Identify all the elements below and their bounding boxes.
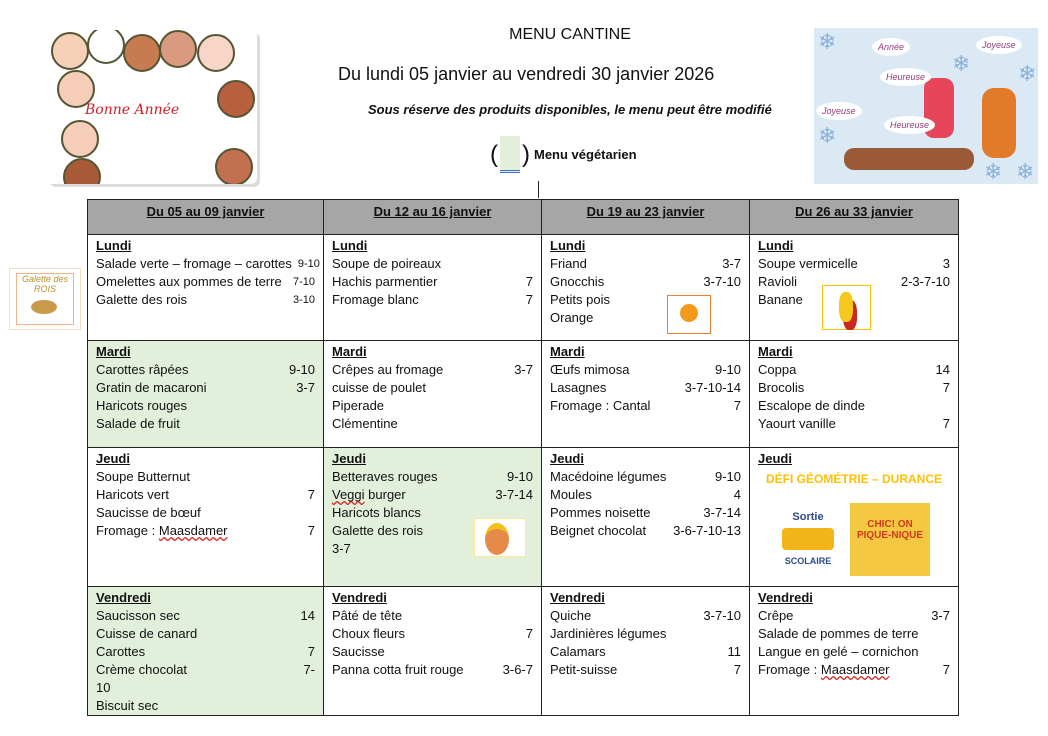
day-label: Vendredi [332,590,387,605]
menu-item [332,255,533,273]
new-year-animals-image [814,28,1038,184]
allergen-codes [309,697,315,715]
menu-cell [750,235,959,341]
menu-item [550,643,741,661]
menu-item [758,415,950,433]
dish-name: Carottes râpées [96,362,189,377]
menu-item [332,643,533,661]
bus-text-bottom: SCOLAIRE [784,556,832,566]
dish-name: Escalope de dinde [758,398,865,413]
week-header-row [88,200,959,235]
allergen-codes: 14 [300,608,315,623]
day-label: Jeudi [96,451,130,466]
bonne-annee-image [47,30,257,184]
menu-item [332,625,533,643]
menu-item [96,661,315,679]
menu-item [332,607,533,625]
dish-name: 3-7 [332,541,351,556]
allergen-codes [944,397,950,415]
menu-item [332,291,533,309]
allergen-codes: 7 [733,398,741,413]
dish-name: Fromage : Maasdamer [96,523,228,538]
menu-item [332,273,533,291]
day-label: Lundi [96,238,132,253]
allergen-codes [527,643,533,661]
dish-name: Jardinières légumes [550,626,667,641]
allergen-codes: 7-10 [292,276,315,288]
allergen-codes [527,607,533,625]
allergen-codes: 7- [303,662,315,677]
day-label: Vendredi [758,590,813,605]
dish-name: Salade de pommes de terre [758,626,919,641]
menu-item [96,607,315,625]
dish-name: Haricots blancs [332,505,421,520]
week-header: Du 05 au 09 janvier [88,200,324,235]
menu-cell [542,587,750,716]
dish-name: Pâté de tête [332,608,403,623]
menu-cell [88,587,324,716]
galette-logo-text: Galette des ROIS [21,274,69,294]
menu-item [96,415,315,433]
menu-cell [324,448,542,587]
menu-item [96,679,315,697]
day-label: Jeudi [550,451,584,466]
allergen-codes [527,255,533,273]
bubble-word: Année [872,38,910,56]
menu-item [550,255,741,273]
dish-name: Carottes [96,644,146,659]
allergen-codes [527,522,533,540]
allergen-codes [309,397,315,415]
dish-name: Lasagnes [550,380,607,395]
snowflake-icon: ❄ [818,29,837,54]
day-label: Lundi [332,238,368,253]
legend-paren-open: ( [490,140,498,168]
menu-item [550,661,741,679]
dish-name: Galette des rois [332,523,424,538]
dish-name: Yaourt vanille [758,416,836,431]
allergen-codes [309,679,315,697]
dish-name: Soupe Butternut [96,469,190,484]
allergen-codes [735,625,741,643]
menu-item [332,415,533,433]
menu-item [96,291,315,309]
dish-name: Crêpe [758,608,794,623]
dish-name: Cuisse de canard [96,626,198,641]
dish-name: Crêpes au fromage [332,362,444,377]
snowflake-icon: ❄ [952,51,971,76]
menu-cell [542,235,750,341]
week-header: Du 19 au 23 janvier [542,200,750,235]
allergen-codes: 7 [525,626,533,641]
dish-name: Gratin de macaroni [96,380,207,395]
allergen-codes: 3-7 [722,256,741,271]
menu-item [550,607,741,625]
menu-table [87,199,959,716]
allergen-codes: 14 [935,362,950,377]
allergen-codes: 3-6-7-10-13 [673,523,741,538]
menu-item [96,361,315,379]
dish-name: Petits pois [550,292,610,307]
dish-name: Saucisse de bœuf [96,505,201,520]
menu-item [96,397,315,415]
allergen-codes: 7 [942,380,950,395]
allergen-codes: 7 [942,416,950,431]
dish-name: Gnocchis [550,274,605,289]
menu-item [550,504,741,522]
menu-item [758,379,950,397]
dish-name: Brocolis [758,380,805,395]
allergen-codes: 3-6-7 [502,662,533,677]
snowflake-icon: ❄ [818,123,837,148]
menu-cell [88,235,324,341]
menu-item [96,522,315,540]
snowflake-icon: ❄ [984,159,1003,184]
allergen-codes [944,291,950,309]
allergen-codes: 7 [733,662,741,677]
menu-item [758,361,950,379]
menu-cell [542,341,750,448]
menu-item [758,661,950,679]
menu-item [96,625,315,643]
sortie-scolaire-image [780,508,836,570]
allergen-codes [527,540,533,558]
dish-name: Panna cotta fruit rouge [332,662,464,677]
menu-item [550,273,741,291]
dish-name-misspelled: Maasdamer [820,662,890,677]
menu-cell [324,587,542,716]
allergen-codes [944,625,950,643]
allergen-codes: 3-7 [514,362,533,377]
menu-item [332,661,533,679]
day-row [88,235,959,341]
allergen-codes: 9-10 [288,362,315,377]
menu-cell [750,587,959,716]
dish-name: Quiche [550,608,592,623]
day-label: Jeudi [758,451,792,466]
allergen-codes: 4 [733,487,741,502]
menu-cell [750,341,959,448]
allergen-codes [527,504,533,522]
allergen-codes: 3-10 [292,294,315,306]
allergen-codes: 9-10 [714,469,741,484]
menu-item [758,643,950,661]
vegetarian-legend [490,136,637,173]
menu-item [332,468,533,486]
allergen-codes: 9-10 [714,362,741,377]
dish-name: Betteraves rouges [332,469,438,484]
dish-name: 10 [96,680,111,695]
menu-item [96,273,315,291]
pique-nique-image [850,503,930,576]
menu-item [96,468,315,486]
dish-name: Crème chocolat [96,662,188,677]
allergen-codes: 7 [307,523,315,538]
dish-name: Choux fleurs [332,626,405,641]
allergen-codes [735,309,741,327]
day-label: Mardi [332,344,367,359]
disclaimer: Sous réserve des produits disponibles, le menu peut être modifié [368,102,772,117]
week-header: Du 12 au 16 janvier [324,200,542,235]
bag-text: CHIC! ON PIQUE-NIQUE [856,519,924,541]
dish-name: Macédoine légumes [550,469,667,484]
dish-name-misspelled: Veggi [332,487,365,502]
dish-name: Clémentine [332,416,398,431]
allergen-codes: 3-7 [296,380,315,395]
dish-name: Friand [550,256,587,271]
allergen-codes: 2-3-7-10 [900,274,950,289]
allergen-codes: 9-10 [506,469,533,484]
menu-item [96,643,315,661]
dish-name: Saucisse [332,644,385,659]
allergen-codes [527,397,533,415]
menu-item [96,486,315,504]
dish-name: Fromage blanc [332,292,419,307]
banana-image [822,285,871,330]
menu-cell [750,448,959,587]
day-label: Jeudi [332,451,366,466]
day-row [88,448,959,587]
dish-name: Hachis parmentier [332,274,438,289]
allergen-codes [527,415,533,433]
legend-paren-close: ) [522,140,530,168]
dish-name: Fromage : Cantal [550,398,651,413]
dish-name: Soupe vermicelle [758,256,858,271]
dish-name: Saucisson sec [96,608,180,623]
bubble-word: Heureuse [880,68,931,86]
menu-cell [88,341,324,448]
menu-cell [324,341,542,448]
menu-item [96,504,315,522]
dish-name: Orange [550,310,594,325]
dish-name: Soupe de poireaux [332,256,442,271]
menu-item [550,625,741,643]
menu-item [758,255,950,273]
king-image [474,518,526,557]
dish-name: Moules [550,487,592,502]
vegetarian-label: Menu végétarien [534,147,637,162]
snowflake-icon: ❄ [1016,159,1035,184]
vegetarian-swatch [500,136,520,173]
menu-item [332,397,533,415]
menu-item [550,361,741,379]
dish-name: Veggi burger [332,487,406,502]
allergen-codes: 3-7-10 [703,608,741,623]
allergen-codes: 3 [942,256,950,271]
allergen-codes [309,625,315,643]
dish-name: Œufs mimosa [550,362,630,377]
dish-name: Beignet chocolat [550,523,647,538]
menu-item [550,468,741,486]
allergen-codes: 7 [942,662,950,677]
allergen-codes: 7 [525,292,533,307]
day-label: Vendredi [550,590,605,605]
dish-name: Haricots vert [96,487,169,502]
allergen-codes [309,415,315,433]
menu-cell [324,235,542,341]
dish-name: Piperade [332,398,385,413]
dish-name: Haricots rouges [96,398,188,413]
menu-item [96,255,320,273]
menu-item [332,486,533,504]
bubble-word: Joyeuse [976,36,1022,54]
day-label: Mardi [96,344,131,359]
dish-name: Omelettes aux pommes de terre [96,274,282,289]
allergen-codes: 11 [727,644,741,659]
allergen-codes [735,291,741,309]
dish-name: Calamars [550,644,606,659]
event-label: DÉFI GÉOMÉTRIE – DURANCE [765,472,942,486]
allergen-codes [309,468,315,486]
dish-name-misspelled: Maasdamer [158,523,228,538]
menu-item [758,397,950,415]
dish-name: cuisse de poulet [332,380,426,395]
day-row [88,587,959,716]
allergen-codes: 3-7-10-14 [684,380,741,395]
day-label: Mardi [758,344,793,359]
allergen-codes: 3-7-14 [495,487,533,502]
menu-item [96,379,315,397]
galette-des-rois-image [9,268,81,330]
menu-item [758,625,950,643]
menu-cell [88,448,324,587]
menu-item [550,486,741,504]
day-label: Lundi [758,238,794,253]
greeting-text: Bonne Année [85,102,180,118]
dish-name: Pommes noisette [550,505,651,520]
week-header: Du 26 au 33 janvier [750,200,959,235]
allergen-codes: 9-10 [297,258,320,270]
text-cursor [538,181,539,198]
bubble-word: Heureuse [884,116,935,134]
dish-name: Petit-suisse [550,662,618,677]
dish-name: Salade de fruit [96,416,180,431]
allergen-codes: 7 [307,644,315,659]
menu-item [96,697,315,715]
dish-name: Galette des rois [96,292,188,307]
menu-item [332,361,533,379]
menu-item [550,522,741,540]
menu-item [550,309,741,327]
dish-name: Ravioli [758,274,798,289]
menu-item [550,397,741,415]
menu-item [550,291,741,309]
allergen-codes [309,504,315,522]
dish-name: Langue en gelé – cornichon [758,644,919,659]
dish-name: Coppa [758,362,797,377]
day-row [88,341,959,448]
allergen-codes: 7 [307,487,315,502]
date-range: Du lundi 05 janvier au vendredi 30 janvier 2026 [338,64,715,84]
bus-icon [782,528,834,550]
bus-text-top: Sortie [792,511,824,523]
dish-name: Salade verte – fromage – carottes [96,256,292,271]
orange-image [667,295,711,334]
dish-name: Biscuit sec [96,698,159,713]
allergen-codes [944,643,950,661]
menu-item [550,379,741,397]
allergen-codes: 3-7-14 [703,505,741,520]
bubble-word: Joyeuse [816,102,862,120]
day-label: Lundi [550,238,586,253]
allergen-codes: 3-7-10 [703,274,741,289]
page-title: MENU CANTINE [509,26,631,43]
dish-name: Fromage : Maasdamer [758,662,890,677]
dish-name: Banane [758,292,803,307]
menu-item [332,379,533,397]
menu-cell [542,448,750,587]
allergen-codes: 7 [525,274,533,289]
allergen-codes: 3-7 [931,608,950,623]
day-label: Mardi [550,344,585,359]
allergen-codes [527,379,533,397]
snowflake-icon: ❄ [1018,61,1037,86]
day-label: Vendredi [96,590,151,605]
menu-item [758,607,950,625]
